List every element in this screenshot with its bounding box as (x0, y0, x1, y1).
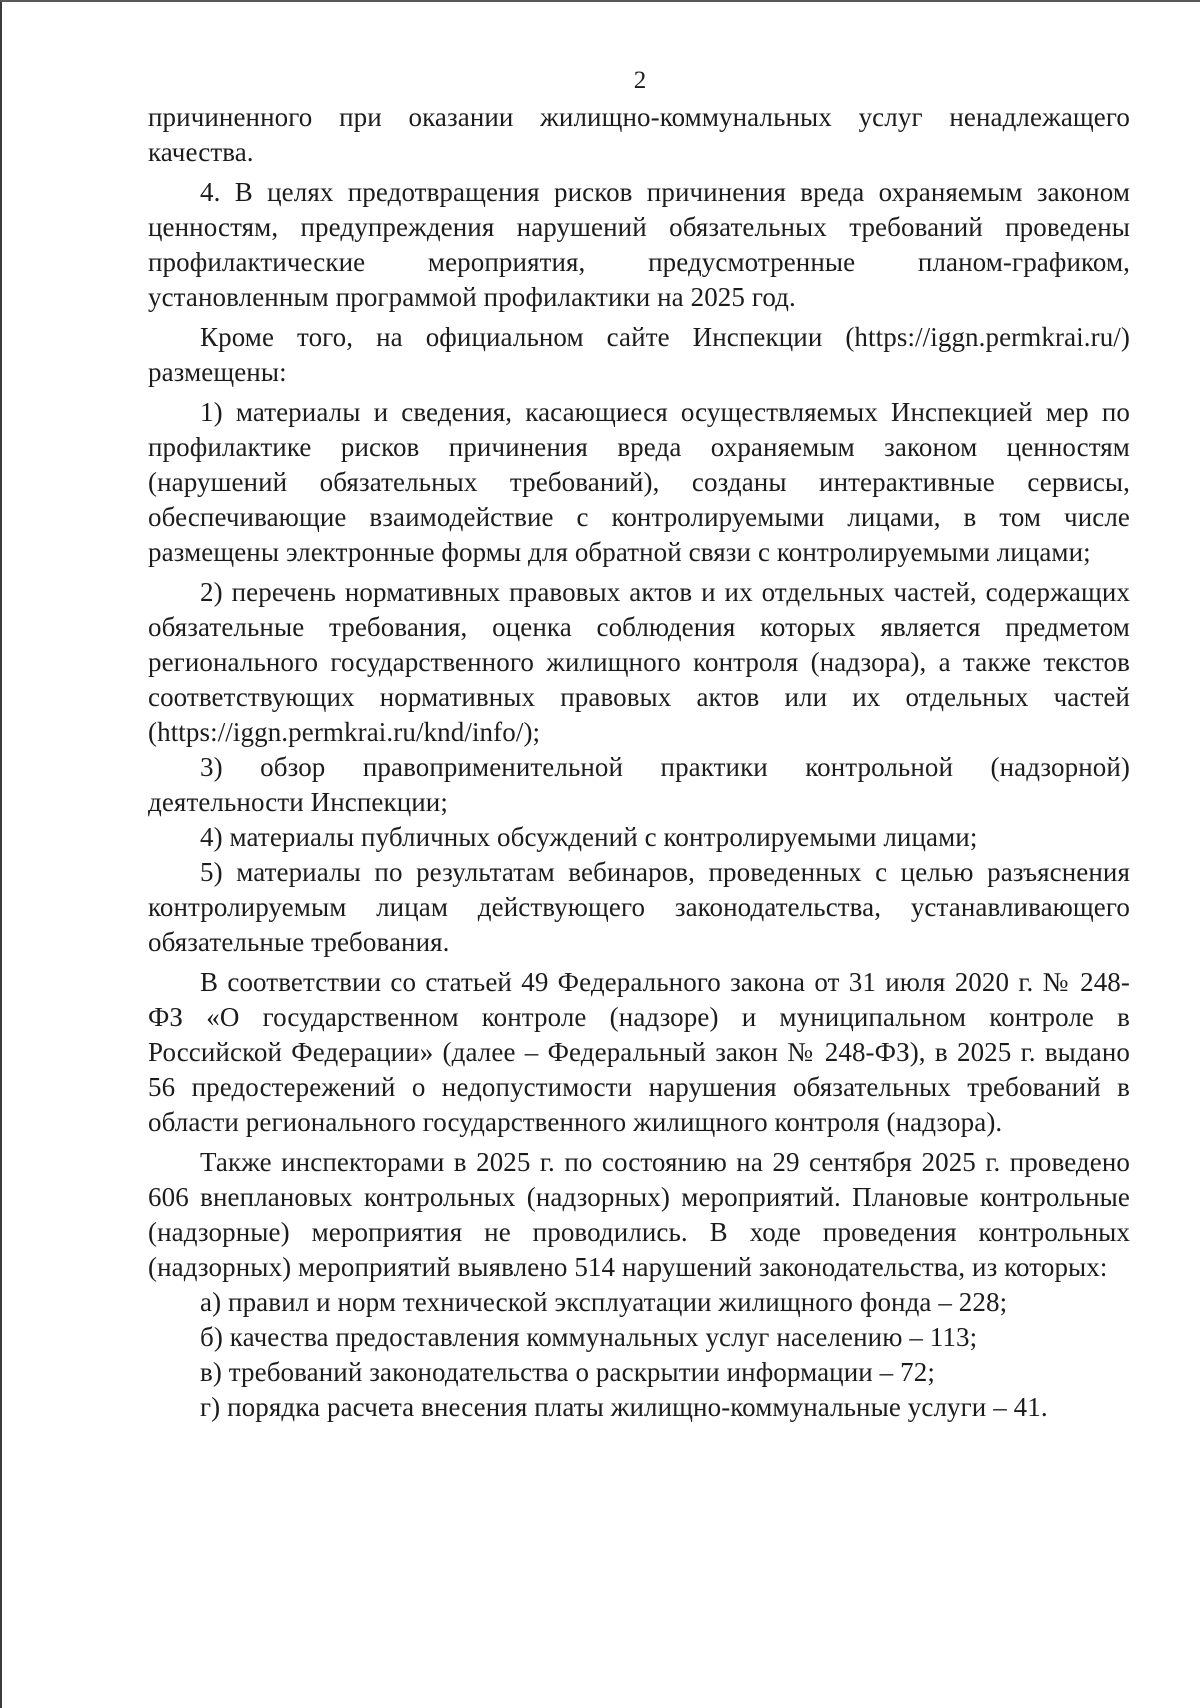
scan-edge-top (0, 0, 1200, 2)
list-item-5: 5) материалы по результатам вебинаров, проведенных с целью разъяснения контролируемым лицам действующего законодательства, устанавливающего обязательные требования. (148, 857, 1130, 957)
paragraph-item-4: 4. В целях предотвращения рисков причинения вреда охраняемым законом ценностям, предупреждения нарушений обязательных требований проведены профилактические мероприятия, предусмотренные планом-графиком, установленным программой профилактики на 2025 год. (148, 177, 1130, 312)
list-item-1: 1) материалы и сведения, касающиеся осуществляемых Инспекцией мер по профилактике рисков причинения вреда охраняемым законом ценностям (нарушений обязательных требований), созданы интерактивные сервисы, обеспечивающие взаимодействие с контролируемыми лицами, в том числе размещены электронные формы для обратной связи с контролируемыми лицами; (148, 397, 1130, 567)
paragraph-website: Кроме того, на официальном сайте Инспекции (https://iggn.permkrai.ru/) размещены: (148, 322, 1130, 387)
violation-item-c: в) требований законодательства о раскрытии информации – 72; (200, 1357, 935, 1387)
paragraph-warnings: В соответствии со статьей 49 Федерального закона от 31 июля 2020 г. № 248-ФЗ «О государственном контроле (надзоре) и муниципальном контроле в Российской Федерации» (далее – Федеральный закон № 248-ФЗ), в 2025 г. выдано 56 предостережений о недопустимости нарушения обязательных требований в области регионального государственного жилищного контроля (надзора). (148, 967, 1130, 1137)
list-item-4: 4) материалы публичных обсуждений с контролируемыми лицами; (200, 822, 978, 852)
page-number: 2 (633, 67, 647, 94)
list-item-3: 3) обзор правоприменительной практики контрольной (надзорной) деятельности Инспекции; (148, 752, 1130, 817)
list-item-2: 2) перечень нормативных правовых актов и их отдельных частей, содержащих обязательные требования, оценка соблюдения которых является предметом регионального государственного жилищного контроля (надзора), а также текстов соответствующих нормативных правовых актов или их отдельных частей (https://iggn.permkrai.ru/knd/info/); (148, 577, 1130, 747)
violation-item-d: г) порядка расчета внесения платы жилищно-коммунальные услуги – 41. (200, 1392, 1048, 1422)
paragraph-inspections: Также инспекторами в 2025 г. по состоянию на 29 сентября 2025 г. проведено 606 внеплановых контрольных (надзорных) мероприятий. Плановые контрольные (надзорные) мероприятия не проводились. В ходе проведения контрольных (надзорных) мероприятий выявлено 514 нарушений законодательства, из которых: (148, 1147, 1130, 1282)
violation-item-b: б) качества предоставления коммунальных услуг населению – 113; (200, 1322, 978, 1352)
scan-edge-left (0, 0, 2, 1708)
violation-item-a: а) правил и норм технической эксплуатации жилищного фонда – 228; (200, 1287, 1008, 1317)
document-body (148, 100, 1130, 1425)
paragraph-continuation: причиненного при оказании жилищно-коммунальных услуг ненадлежащего качества. (148, 102, 1130, 167)
